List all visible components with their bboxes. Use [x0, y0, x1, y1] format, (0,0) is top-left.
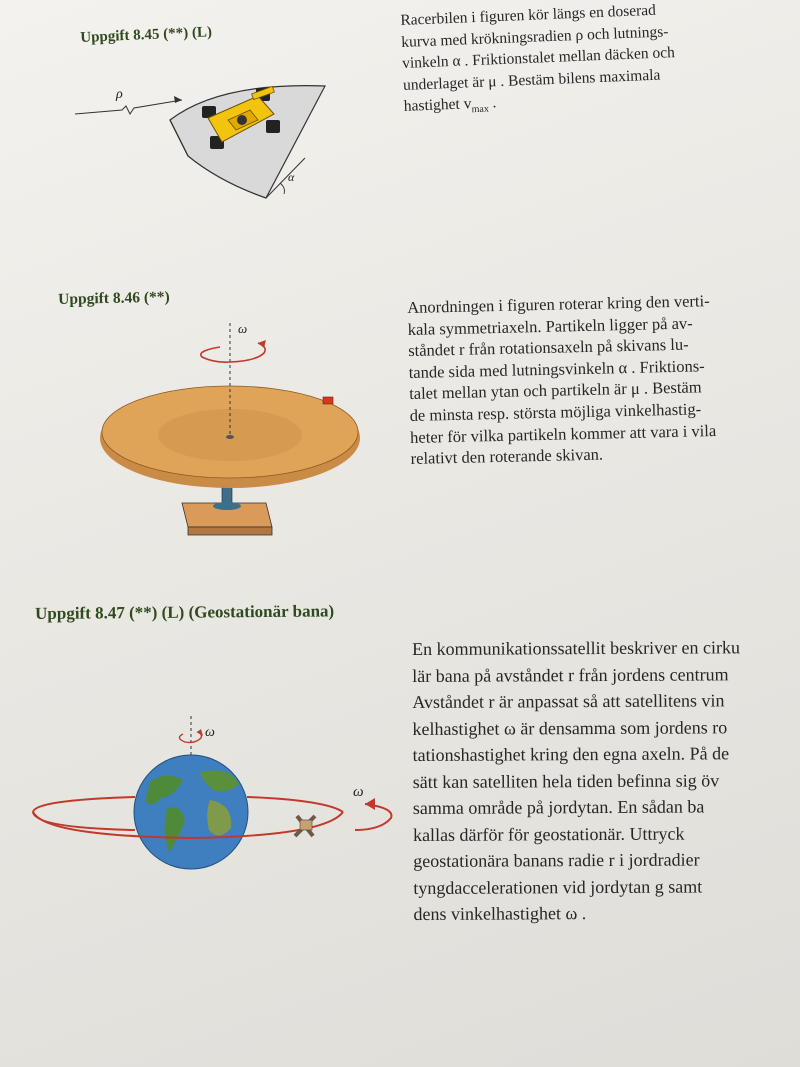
text-line: kala symmetriaxeln. Partikeln ligger på av-	[407, 313, 693, 339]
text-line: vinkeln α . Friktionstalet mellan däcken och	[401, 44, 676, 72]
text-line: lär bana på avståndet r från jordens centrum	[412, 663, 729, 686]
text-line: tyngdaccelerationen vid jordytan g samt	[413, 875, 703, 898]
race-car-figure	[70, 70, 340, 210]
angle-alpha-label: α	[288, 170, 295, 184]
text-line: tationshastighet kring den egna axeln. På de	[412, 743, 730, 765]
text-line: relativt den roterande skivan.	[410, 444, 604, 469]
geostationary-figure	[25, 712, 405, 892]
text-line: En kommunikationssatellit beskriver en cirku	[412, 637, 741, 659]
text-line: sätt kan satelliten hela tiden befinna sig öv	[412, 769, 720, 792]
text-line: hastighet v	[403, 95, 472, 115]
omega-label: ω	[238, 321, 248, 336]
text-line: underlaget är μ . Bestäm bilens maximala	[402, 66, 661, 94]
rotating-disc-figure	[96, 315, 396, 545]
orbit-omega-label: ω	[353, 784, 364, 800]
text-line: ståndet r från rotationsaxeln på skivans lu-	[408, 334, 689, 361]
text-line: kurva med krökningsradien ρ och lutnings-	[400, 22, 669, 51]
satellite-icon	[295, 816, 315, 836]
text-line: Anordningen i figuren roterar kring den verti-	[407, 291, 710, 317]
text-line: talet mellan ytan och partikeln är μ . Bestäm	[408, 377, 702, 404]
problem-heading-8-46: Uppgift 8.46 (**)	[58, 288, 170, 308]
problem-text-8-46	[407, 290, 717, 470]
vmax-subscript: max	[471, 103, 490, 116]
problem-text-8-45: Racerbilen i figuren kör längs en doserad kurva med krökningsradien ρ och lutnings- vinkeln α . Friktionstalet mellan däcken och underlaget är μ . Bestäm bilens maximala hastighet $v_{max}$ .	[400, 0, 677, 124]
text-line: tande sida med lutningsvinkeln α . Friktions-	[408, 356, 705, 382]
text-line: heter för vilka partikeln kommer att vara i vila	[409, 420, 717, 447]
radius-rho-label: ρ	[116, 87, 123, 102]
problem-heading-8-45: Uppgift 8.45 (**) (L)	[80, 24, 213, 46]
text-line: kelhastighet ω är densamma som jordens ro	[412, 716, 728, 739]
problem-text-8-47	[412, 634, 741, 927]
problem-heading-8-47: Uppgift 8.47 (**) (L) (Geostationär bana)	[35, 601, 335, 623]
text-line: Avståndet r är anpassat så att satellitens vin	[412, 690, 725, 712]
earth-omega-label: ω	[205, 725, 215, 740]
text-line: geostationära banans radie r i jordradier	[413, 849, 700, 871]
text-line: kallas därför för geostationär. Uttryck	[412, 823, 685, 845]
text-line: samma område på jordytan. En sådan ba	[412, 796, 705, 818]
text-line: de minsta resp. största möjliga vinkelhastig-	[409, 399, 702, 425]
text-line: dens vinkelhastighet ω .	[413, 903, 587, 924]
text-line: Racerbilen i figuren kör längs en doserad	[400, 1, 657, 29]
